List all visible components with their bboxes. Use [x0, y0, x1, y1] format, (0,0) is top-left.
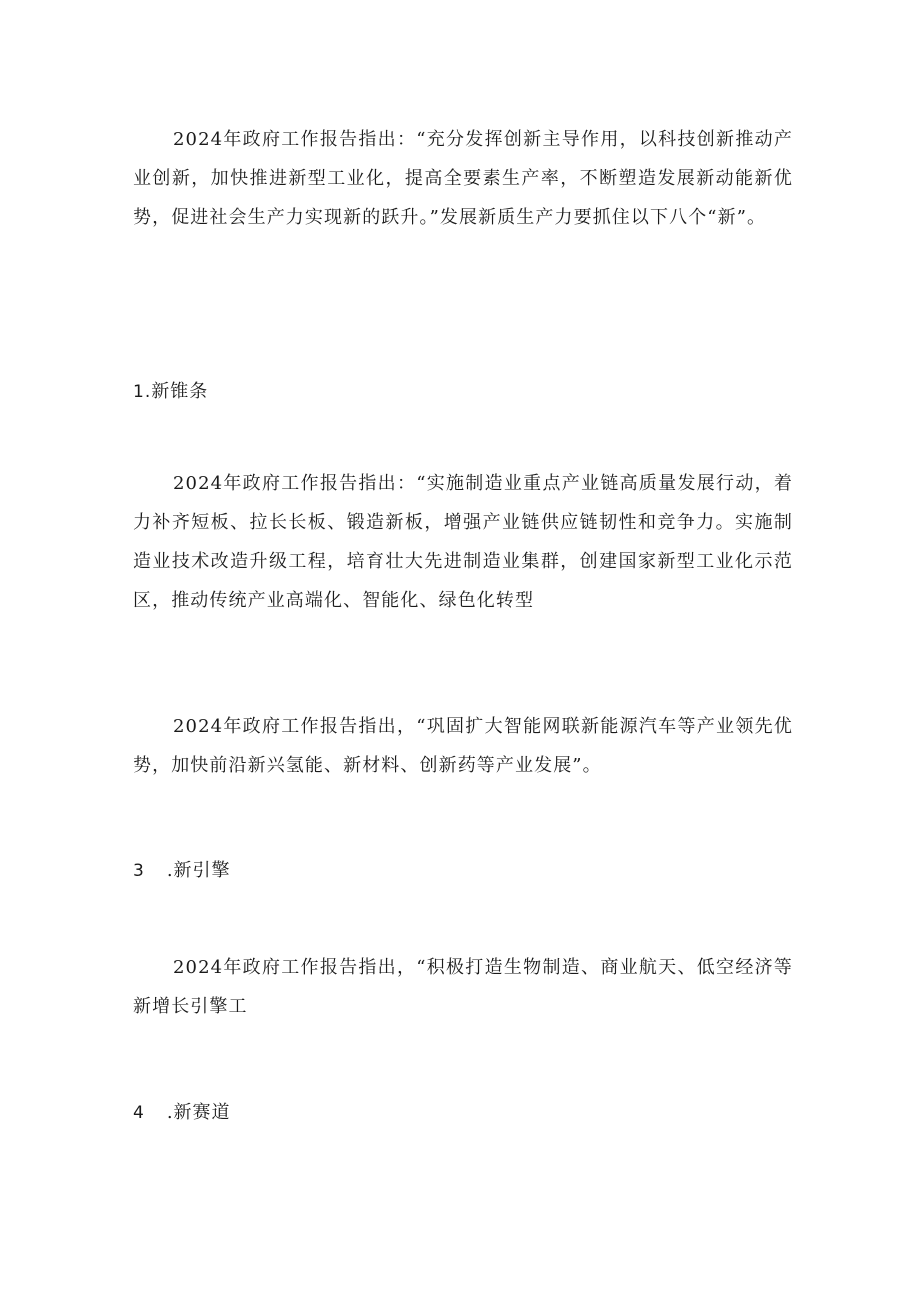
section-1-heading — [133, 372, 208, 412]
section-3-title: .新引擎 — [166, 860, 231, 881]
section-3-heading — [133, 851, 231, 891]
section-1-paragraph: 2024年政府工作报告指出：“实施制造业重点产业链高质量发展行动，着力补齐短板、拉长长板、锻造新板，增强产业链供应链韧性和竞争力。实施制造业技术改造升级工程，培育壮大先进制造业集群，创建国家新型工业化示范区，推动传统产业高端化、智能化、绿色化转型 — [133, 473, 793, 611]
section-1-number: 1. — [133, 382, 152, 402]
section-3-paragraph: 2024年政府工作报告指出，“积极打造生物制造、商业航天、低空经济等新增长引擎工 — [133, 957, 793, 1017]
section-4-number: 4 — [133, 1103, 145, 1123]
section-1-title: 新锥条 — [151, 381, 209, 402]
extra-paragraph: 2024年政府工作报告指出，“巩固扩大智能网联新能源汽车等产业领先优势，加快前沿新兴氢能、新材料、创新药等产业发展”。 — [133, 716, 793, 776]
intro-paragraph: 2024年政府工作报告指出：“充分发挥创新主导作用，以科技创新推动产业创新，加快推进新型工业化，提高全要素生产率，不断塑造发展新动能新优势，促进社会生产力实现新的跃升。”发展新质生产力要抓住以下八个“新”。 — [133, 129, 793, 228]
section-4-heading — [133, 1093, 231, 1133]
section-4-title: .新赛道 — [166, 1102, 231, 1123]
section-3-number: 3 — [133, 861, 145, 881]
